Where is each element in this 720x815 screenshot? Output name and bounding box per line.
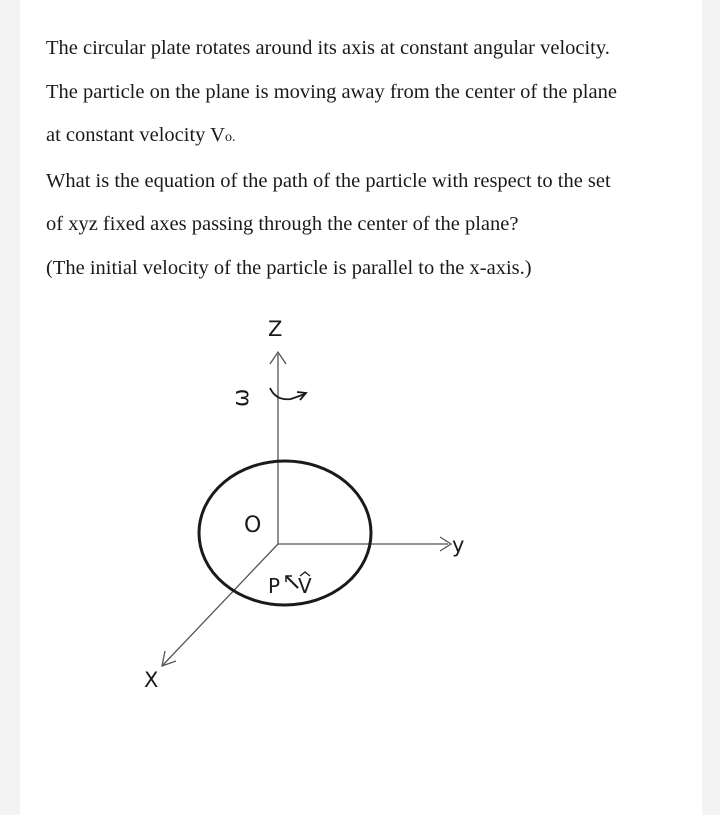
x-axis-label: X xyxy=(144,668,159,692)
omega-label: ω xyxy=(229,388,254,407)
problem-line-4: What is the equation of the path of the particle with respect to the set xyxy=(46,169,611,192)
velocity-vector xyxy=(286,576,298,588)
problem-line-3-text: at constant velocity xyxy=(46,124,211,146)
y-axis-label: y xyxy=(452,533,465,557)
velocity-label: V xyxy=(298,574,312,598)
z-axis-label: Z xyxy=(268,317,283,341)
particle-label: P xyxy=(268,574,281,598)
velocity-symbol: V xyxy=(210,124,225,146)
x-axis xyxy=(162,544,281,666)
circular-plate xyxy=(199,461,371,605)
problem-line-1: The circular plate rotates around its axis at constant angular velocity. xyxy=(46,37,610,59)
problem-line-6: (The initial velocity of the particle is parallel to the x-axis.) xyxy=(46,256,532,279)
rotation-arrow xyxy=(270,388,305,399)
origin-label: O xyxy=(244,513,262,538)
velocity-subscript: o. xyxy=(224,130,236,145)
problem-line-2: The particle on the plane is moving away from the center of the plane xyxy=(46,80,617,103)
problem-line-5: of xyz fixed axes passing through the center of the plane? xyxy=(46,213,519,235)
